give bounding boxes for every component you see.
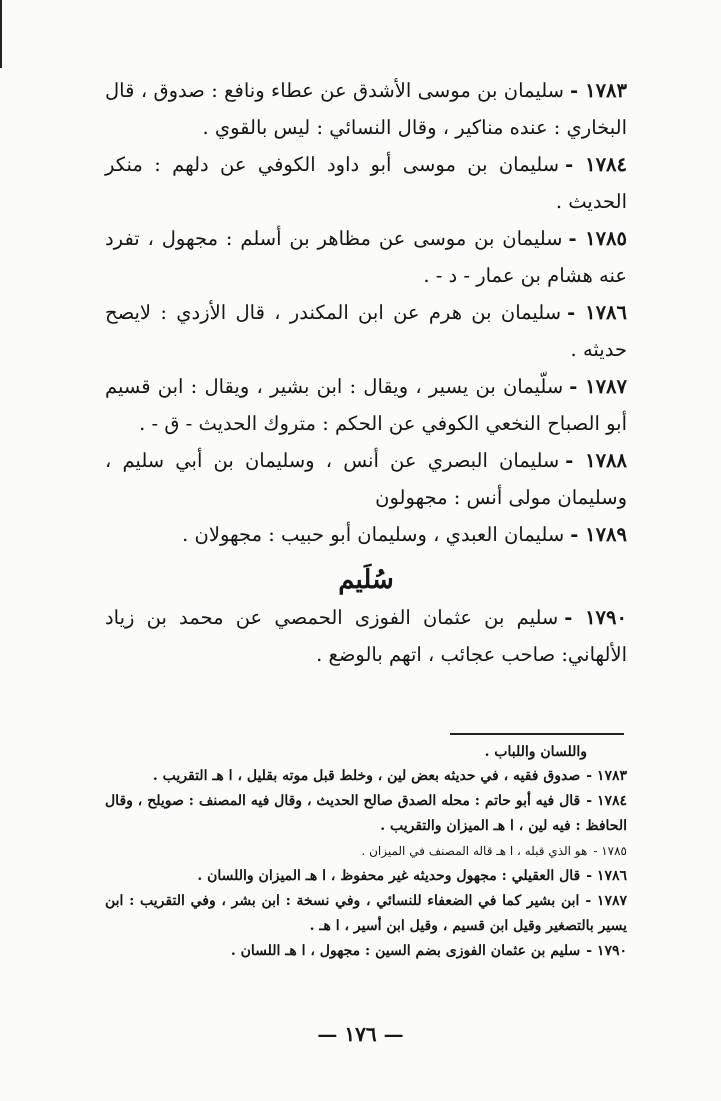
scan-edge-mark bbox=[0, 0, 2, 68]
entry-1785 bbox=[105, 220, 627, 294]
footnote-text: قال فيه أبو حاتم : محله الصدق صالح الحديث ، وقال فيه المصنف : صويلح ، وقال الحافظ : فيه لين ، ا هـ الميزان والتقريب . bbox=[105, 793, 627, 834]
footnote-number: ١٧٨٤ - bbox=[586, 793, 628, 809]
footnote-text: ابن بشير كما في الضعفاء للنسائي ، وفي نسخة : ابن بشر ، وفي التقريب : ابن يسير بالتصغير وقيل ابن قسيم ، وقيل ابن أسير ، ا هـ . bbox=[105, 893, 627, 934]
entry-text: سليمان بن موسى الأشدق عن عطاء ونافع : صدوق ، قال البخاري : عنده مناكير ، وقال النسائي : ليس بالقوي . bbox=[105, 79, 627, 139]
entry-1789 bbox=[105, 516, 627, 553]
entry-text: سليمان البصري عن أنس ، وسليمان بن أبي سليم ، وسليمان مولى أنس : مجهولون bbox=[105, 449, 627, 509]
footnotes bbox=[105, 741, 627, 964]
footnote-text: قال العقيلي : مجهول وحديثه غير محفوظ ، ا هـ الميزان واللسان . bbox=[197, 868, 581, 884]
footnote-number: ١٧٨٦ - bbox=[586, 868, 627, 884]
entry-text: سليم بن عثمان الفوزى الحمصي عن محمد بن زياد الألهاني: صاحب عجائب ، اتهم بالوضع . bbox=[105, 606, 627, 666]
entry-text: سليمان بن موسى أبو داود الكوفي عن دلهم : منكر الحديث . bbox=[105, 153, 627, 213]
entry-number: ١٧٨٨ - bbox=[565, 449, 627, 472]
entry-1787 bbox=[105, 368, 627, 442]
section-heading: سُلَيم bbox=[338, 565, 394, 595]
footnote-text: صدوق فقيه ، في حديثه بعض لين ، وخلط قبل موته بقليل ، ا هـ التقريب . bbox=[152, 768, 581, 784]
footnote-1786 bbox=[105, 864, 627, 889]
footnote-number: ١٧٩٠ - bbox=[586, 943, 627, 959]
footnote-1790 bbox=[105, 939, 627, 964]
main-text bbox=[105, 72, 627, 673]
entry-number: ١٧٨٩ - bbox=[570, 523, 627, 546]
entry-1788 bbox=[105, 442, 627, 516]
footnote-number: ١٧٨٧ - bbox=[585, 893, 627, 909]
entry-1790 bbox=[105, 599, 627, 673]
entry-text: سليمان بن موسى عن مظاهر بن أسلم : مجهول ، تفرد عنه هشام بن عمار - د - . bbox=[105, 227, 627, 287]
entry-1784 bbox=[105, 146, 627, 220]
entry-number: ١٧٨٦ - bbox=[567, 301, 627, 324]
page-number: — ١٧٦ — bbox=[317, 1022, 404, 1046]
footnote-1784 bbox=[105, 789, 627, 839]
entry-text: سلّيمان بن يسير ، ويقال : ابن بشير ، ويقال : ابن قسيم أبو الصباح النخعي الكوفي عن الحكم : متروك الحديث - ق - . bbox=[105, 375, 627, 435]
entry-text: سليمان بن هرم عن ابن المكندر ، قال الأزدي : لايصح حديثه . bbox=[105, 301, 627, 361]
entry-number: ١٧٨٣ - bbox=[570, 79, 627, 102]
entry-number: ١٧٨٧ - bbox=[569, 375, 627, 398]
entry-1786 bbox=[105, 294, 627, 368]
footnote-1783 bbox=[105, 764, 627, 789]
footnote-text: سليم بن عثمان الفوزى بضم السين : مجهول ، ا هـ اللسان . bbox=[230, 943, 581, 959]
footnote-number: ١٧٨٥ - bbox=[593, 844, 627, 858]
entry-number: ١٧٨٤ - bbox=[565, 153, 627, 176]
footnote-number: ١٧٨٣ - bbox=[586, 768, 627, 784]
footnote-1785 bbox=[105, 839, 627, 864]
entry-1783 bbox=[105, 72, 627, 146]
footnote-divider bbox=[450, 733, 624, 735]
footnote-continuation: واللسان واللباب . bbox=[484, 744, 587, 760]
entry-number: ١٧٨٥ - bbox=[568, 227, 627, 250]
footnote-text: هو الذي قبله ، ا هـ قاله المصنف في الميزان . bbox=[361, 844, 588, 858]
footnote-1787 bbox=[105, 889, 627, 939]
entry-number: ١٧٩٠ - bbox=[564, 606, 627, 629]
entry-text: سليمان العبدي ، وسليمان أبو حبيب : مجهولان . bbox=[182, 523, 565, 546]
